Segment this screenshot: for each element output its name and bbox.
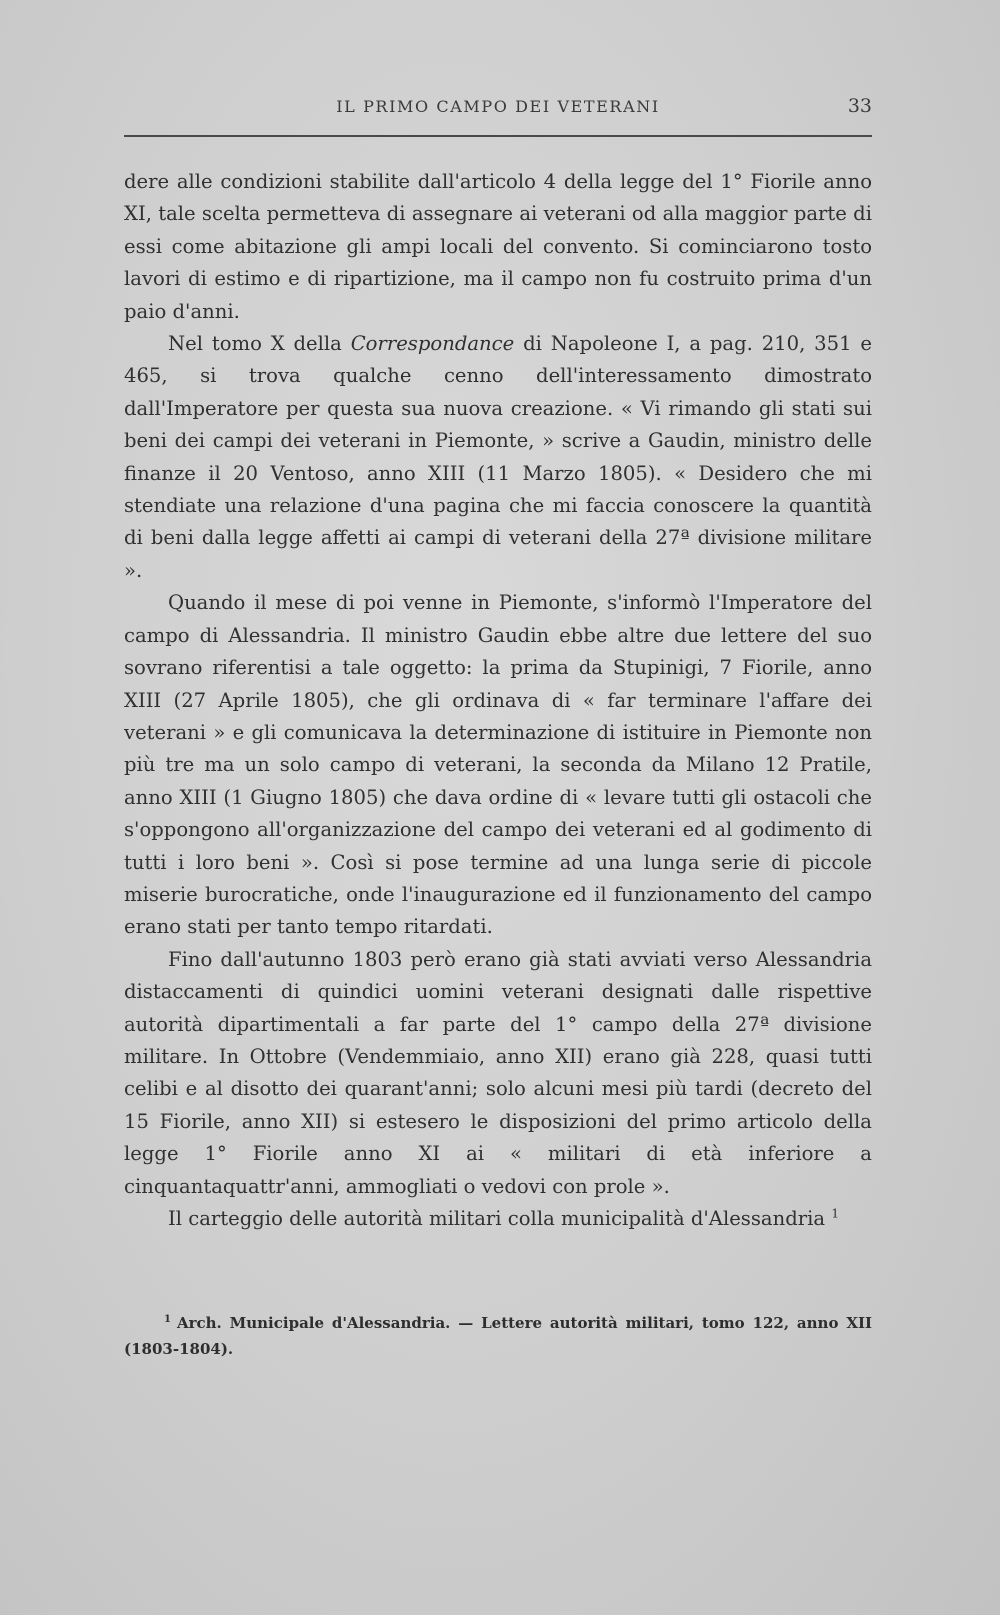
page-header xyxy=(124,95,872,123)
paragraph-2-start: Nel tomo X della xyxy=(168,332,351,356)
footnote-mark: 1 xyxy=(164,1314,171,1325)
footnote-text: Arch. Municipale d'Alessandria. — Lettere autorità militari, tomo 122, anno XII (1803-1804). xyxy=(124,1314,872,1358)
page-number: 33 xyxy=(847,95,872,117)
paragraph-5 xyxy=(124,1203,872,1235)
footnote xyxy=(124,1310,872,1362)
correspondance-title: Correspondance xyxy=(350,332,515,356)
paragraph-3: Quando il mese di poi venne in Piemonte, s'informò l'Imperatore del campo di Alessandria. Il ministro Gaudin ebbe altre due lettere del suo sovrano riferentisi a tale oggetto: la prima da Stupinigi, 7 Fiorile, anno XIII (27 Aprile 1805), che gli ordinava di « far terminare l'affare dei veterani » e gli comunicava la determinazione di istituire in Piemonte non più tre ma un solo campo di veterani, la seconda da Milano 12 Pratile, anno XIII (1 Giugno 1805) che dava ordine di « levare tutti gli ostacoli che s'oppongono all'organizzazione del campo dei veterani ed al godimento di tutti i loro beni ». Così si pose termine ad una lunga serie di piccole miserie burocratiche, onde l'inaugurazione ed il funzionamento del campo erano stati per tanto tempo ritardati. xyxy=(124,591,872,939)
header-rule xyxy=(124,135,872,137)
footnote-reference: 1 xyxy=(831,1206,839,1221)
running-head: IL PRIMO CAMPO DEI VETERANI xyxy=(336,97,660,116)
paragraph-2-rest: di Napoleone I, a pag. 210, 351 e 465, si trova qualche cenno dell'interessamento dimostrato dall'Imperatore per questa sua nuova creazione. « Vi rimando gli stati sui beni dei campi dei veterani in Piemonte, » scrive a Gaudin, ministro delle finanze il 20 Ventoso, anno XIII (11 Marzo 1805). « Desidero che mi stendiate una relazione d'una pagina che mi faccia conoscere la quantità di beni dalla legge affetti ai campi di veterani della 27ª divisione militare ». xyxy=(124,332,872,582)
body-text xyxy=(124,166,872,1235)
paragraph-4: Fino dall'autunno 1803 però erano già stati avviati verso Alessandria distaccamenti di quindici uomini veterani designati dalle rispettive autorità dipartimentali a far parte del 1° campo della 27ª divisione militare. In Ottobre (Vendemmiaio, anno XII) erano già 228, quasi tutti celibi e al disotto dei quarant'anni; solo alcuni mesi più tardi (decreto del 15 Fiorile, anno XII) si estesero le disposizioni del primo articolo della legge 1° Fiorile anno XI ai « militari di età inferiore a cinquantaquattr'anni, ammogliati o vedovi con prole ». xyxy=(124,947,872,1198)
paragraph-2 xyxy=(124,328,872,587)
paragraph-5-text: Il carteggio delle autorità militari colla municipalità d'Alessandria xyxy=(168,1207,826,1230)
footnotes xyxy=(124,1310,872,1362)
paragraph-1: dere alle condizioni stabilite dall'articolo 4 della legge del 1° Fiorile anno XI, tale scelta permetteva di assegnare ai veterani od alla maggior parte di essi come abitazione gli ampi locali del convento. Si cominciarono tosto lavori di estimo e di ripartizione, ma il campo non fu costruito prima d'un paio d'anni. xyxy=(124,170,872,323)
